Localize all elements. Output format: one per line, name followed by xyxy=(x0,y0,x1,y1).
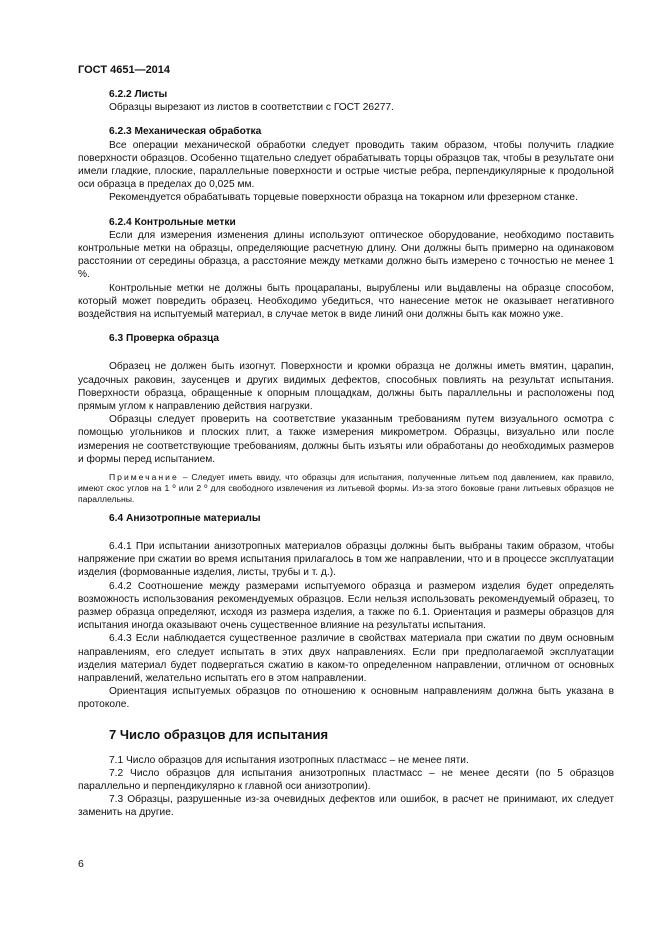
document-header: ГОСТ 4651—2014 xyxy=(78,64,171,76)
note-text: – Следует иметь ввиду, что образцы для испытания, полученные литьем под давлением, как правило, имеют скос углов на 1 º или 2 º для свободного извлечения из литьевой формы. Из-за этого боковые грани литьевых образцов не параллельны. xyxy=(78,472,614,505)
section-6-3-para-2: Образцы следует проверить на соответствие указанным требованиям путем визуального осмотра с помощью угольников и плоских плит, а также измерения микрометром. Образцы, визуально или после измерения не соответствующие требованиям, должны быть изъяты или обработаны до необходимых размеров и формы перед испытанием. xyxy=(78,414,614,465)
document-body xyxy=(78,88,614,820)
section-7-title: 7 Число образцов для испытания xyxy=(109,726,329,742)
section-7-2: 7.2 Число образцов для испытания анизотропных пластмасс – не менее десяти (по 5 образцов параллельно и перпендикулярно к главной оси анизотропии). xyxy=(78,767,614,792)
section-6-2-3-para-1: Все операции механической обработки следует проводить таким образом, чтобы получить гладкие поверхности образцов. Особенно тщательно следует обрабатывать торцы образцов так, чтобы в результате они имели гладкие, плоские, параллельные поверхности и острые чистые ребра, перпендикулярные к продольной оси образца в пределах до 0,025 мм. xyxy=(78,139,614,191)
section-6-4-1: 6.4.1 При испытании анизотропных материалов образцы должны быть выбраны таким образом, чтобы напряжение при сжатии во время испытания прилагалось в том же направлении, что и в процессе эксплуатации изделия (формованные изделия, листы, трубы и т. д.). xyxy=(78,540,614,579)
section-6-4-title: 6.4 Анизотропные материалы xyxy=(109,512,261,524)
section-6-4-3: 6.4.3 Если наблюдается существенное различие в свойствах материала при сжатии по двум основным направлениям, его следует испытать в этих двух направлениях. Если при предполагаемой эксплуатации изделия материал будет подвергаться сжатию в каком-то определенном направлении, отличном от основных направлений, желательно испытать его в этом направлении. xyxy=(78,633,614,684)
section-6-3-note xyxy=(78,472,614,506)
section-6-3-para-1: Образец не должен быть изогнут. Поверхности и кромки образца не должны иметь вмятин, царапин, усадочных раковин, заусенцев и других видимых дефектов, способных повлиять на результат испытания. Поверхности образца, обращенные к опорным площадкам, должны быть параллельны и расположены под прямым углом к направлению действия нагрузки. xyxy=(78,361,614,413)
section-6-2-3-para-2: Рекомендуется обрабатывать торцевые поверхности образца на токарном или фрезерном станке. xyxy=(109,192,578,204)
section-6-2-2-text: Образцы вырезают из листов в соответствии с ГОСТ 26277. xyxy=(109,102,394,114)
note-label: Примечание xyxy=(109,472,179,483)
section-6-2-4-para-1: Если для измерения изменения длины используют оптическое оборудование, необходимо поставить контрольные метки на образцы, определяющие расчетную длину. Они должны быть примерно на одинаковом расстоянии от середины образца, а расстояние между метками должно быть измерено с точностью не менее 1 %. xyxy=(78,229,614,281)
section-6-2-2-title: 6.2.2 Листы xyxy=(109,89,168,100)
section-7-3: 7.3 Образцы, разрушенные из-за очевидных дефектов или ошибок, в расчет не принимают, их следует заменить на другие. xyxy=(78,794,614,819)
section-7-1: 7.1 Число образцов для испытания изотропных пластмасс – не менее пяти. xyxy=(109,754,469,766)
section-6-3-title: 6.3 Проверка образца xyxy=(109,333,220,345)
section-6-2-3-title: 6.2.3 Механическая обработка xyxy=(109,126,262,138)
section-6-2-4-title: 6.2.4 Контрольные метки xyxy=(109,216,236,228)
page-number: 6 xyxy=(78,858,84,870)
section-6-4-2: 6.4.2 Соотношение между размерами испытуемого образца и размером изделия будет определять возможность использования рекомендуемых образцов. Если нельзя использовать рекомендуемый образец, то размер образца определяют, исходя из размера изделия, а также по 6.1. Ориентация и размеры образцов для испытания иногда оказывают очень существенное влияние на результаты испытания. xyxy=(78,580,614,632)
section-6-2-4-para-2: Контрольные метки не должны быть процарапаны, вырублены или выдавлены на образце способом, который может повредить образец. Необходимо убедиться, что нанесение меток не оказывает негативного воздействия на испытуемый материал, в случае меток в виде линий они должны быть как можно уже. xyxy=(78,282,614,321)
section-6-4-orientation: Ориентация испытуемых образцов по отношению к основным направлениям должна быть указана в протоколе. xyxy=(78,686,614,711)
